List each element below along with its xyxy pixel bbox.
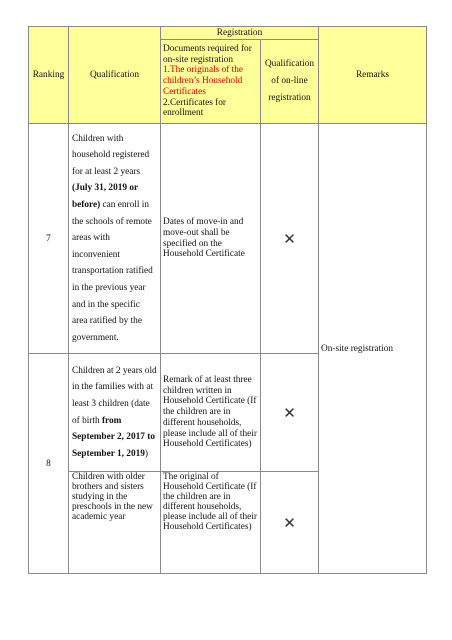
- header-online-qualification: Qualification of on-line registration: [261, 40, 319, 124]
- online-not-allowed-icon: ✕: [261, 354, 319, 472]
- documents-cell: Remark of at least three children written in Household Certificate (If the children are in different households, please include all of their Household Certificates): [161, 354, 261, 472]
- header-remarks: Remarks: [319, 27, 427, 124]
- docs-item-originals: 1.The originals of the children’s Household Certificates: [163, 65, 244, 97]
- qualification-text-cont: can enroll in the schools of remote areas with inconvenient transportation ratified in the previous year and in the specific area ratified by the government.: [72, 200, 153, 343]
- qualification-text: Children at 2 years old in the families with at least 3 children (date of birth: [72, 365, 157, 426]
- rank-cell: 8: [29, 354, 69, 574]
- remarks-cell: On-site registration: [319, 124, 427, 574]
- registration-table: [28, 26, 427, 574]
- docs-item-certificates: 2.Certificates for enrollment: [163, 97, 226, 119]
- header-documents-required: [161, 40, 261, 124]
- online-not-allowed-icon: ✕: [261, 472, 319, 574]
- qualification-text: Children with household registered for at least 2 years: [72, 133, 150, 177]
- qualification-cell: [69, 124, 161, 354]
- documents-cell: Dates of move-in and move-out shall be specified on the Household Certificate: [161, 124, 261, 354]
- header-registration: Registration: [161, 27, 319, 40]
- qualification-date: from September 2, 2017 to September 1, 2019: [72, 415, 155, 459]
- qualification-date: (July 31, 2019 or before): [72, 183, 138, 211]
- docs-title: Documents required for on-site registration: [163, 43, 252, 65]
- header-qualification: Qualification: [69, 27, 161, 124]
- online-not-allowed-icon: ✕: [261, 124, 319, 354]
- documents-cell: The original of Household Certificate (If the children are in different households, please include all of their Household Certificates): [161, 472, 261, 574]
- qualification-text-cont: ): [144, 448, 149, 459]
- qualification-cell: [69, 354, 161, 472]
- rank-cell: 7: [29, 124, 69, 354]
- header-ranking: Ranking: [29, 27, 69, 124]
- qualification-cell: Children with older brothers and sisters studying in the preschools in the new academic year: [69, 472, 161, 574]
